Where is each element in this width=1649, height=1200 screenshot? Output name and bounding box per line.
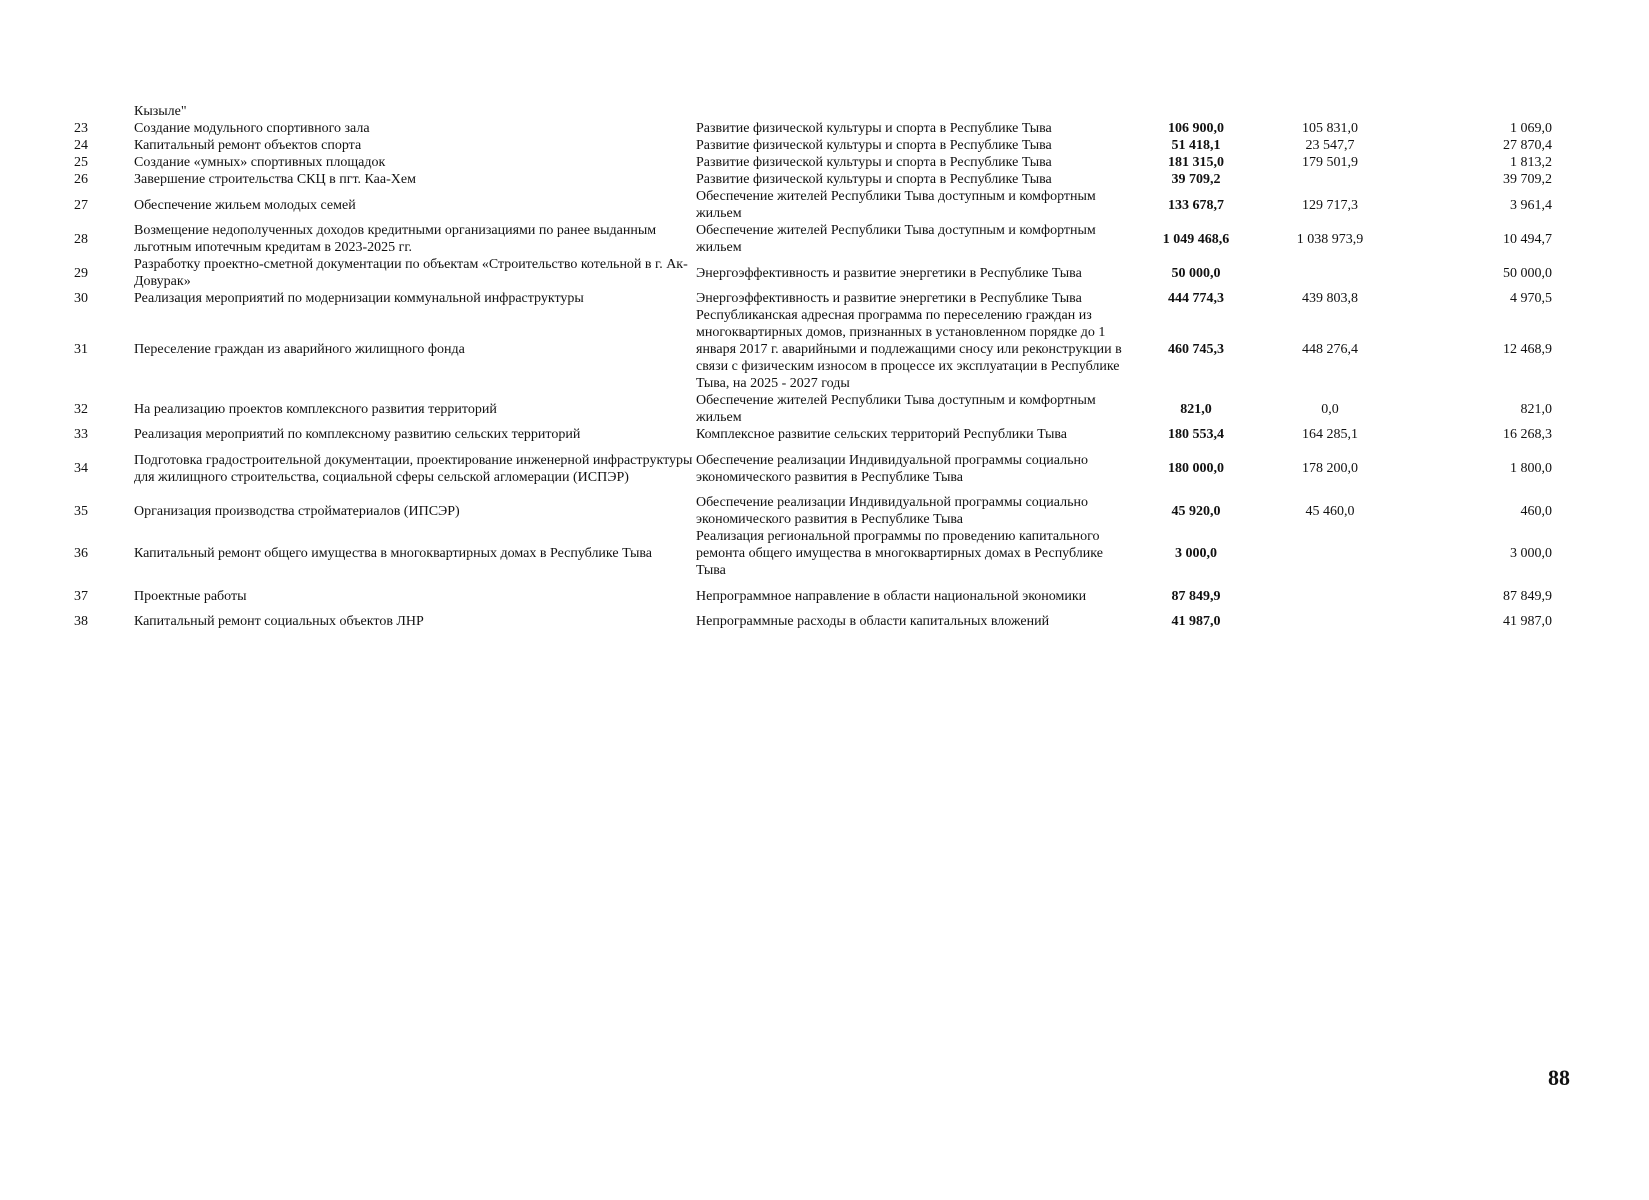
table-row xyxy=(74,188,1552,222)
program-name: Реализация региональной программы по проведению капитального ремонта общего имущества в многоквартирных домах в Республике Тыва xyxy=(696,529,1103,578)
measure-name: Капитальный ремонт социальных объектов ЛНР xyxy=(134,614,424,629)
budget-table xyxy=(74,120,1552,630)
carryover-text: Кызыле" xyxy=(134,104,187,119)
total-amount: 50 000,0 xyxy=(1171,265,1221,281)
program-name: Развитие физической культуры и спорта в Республике Тыва xyxy=(696,121,1052,136)
total-amount: 180 000,0 xyxy=(1168,461,1224,476)
total-amount: 87 849,9 xyxy=(1171,588,1221,604)
regional-amount: 87 849,9 xyxy=(1503,588,1552,604)
row-number: 28 xyxy=(74,231,88,247)
row-number: 23 xyxy=(74,121,88,136)
measure-name: Реализация мероприятий по комплексному развитию сельских территорий xyxy=(134,427,581,442)
measure-name: Подготовка градостроительной документации, проектирование инженерной инфраструктуры для жилищного строительства, социальной сферы сельской агломерации (ИСПЭР) xyxy=(134,452,693,485)
row-number: 27 xyxy=(74,197,88,213)
table-row xyxy=(74,528,1552,579)
table-row xyxy=(74,222,1552,256)
total-amount: 45 920,0 xyxy=(1171,503,1221,519)
total-amount: 444 774,3 xyxy=(1168,291,1224,306)
federal-amount: 164 285,1 xyxy=(1302,427,1358,442)
table-row xyxy=(74,579,1552,613)
measure-name: Создание модульного спортивного зала xyxy=(134,121,370,136)
table-row xyxy=(74,426,1552,443)
federal-amount: 439 803,8 xyxy=(1302,291,1358,306)
measure-name: Организация производства стройматериалов (ИПСЭР) xyxy=(134,503,460,519)
regional-amount: 27 870,4 xyxy=(1503,138,1552,153)
table-row xyxy=(74,290,1552,307)
row-number: 24 xyxy=(74,138,88,153)
federal-amount xyxy=(1256,613,1404,630)
federal-amount: 448 276,4 xyxy=(1302,342,1358,357)
program-name: Энергоэффективность и развитие энергетики в Республике Тыва xyxy=(696,291,1082,306)
row-number: 36 xyxy=(74,546,88,561)
measure-name: Реализация мероприятий по модернизации коммунальной инфраструктуры xyxy=(134,291,584,306)
program-name: Обеспечение жителей Республики Тыва доступным и комфортным жильем xyxy=(696,393,1096,425)
budget-table-body xyxy=(74,120,1552,630)
table-row xyxy=(74,137,1552,154)
federal-amount: 1 038 973,9 xyxy=(1296,231,1364,247)
measure-name: Создание «умных» спортивных площадок xyxy=(134,155,386,170)
measure-name: Капитальный ремонт общего имущества в многоквартирных домах в Республике Тыва xyxy=(134,546,652,561)
table-row xyxy=(74,307,1552,392)
program-name: Обеспечение реализации Индивидуальной программы социально экономического развития в Республике Тыва xyxy=(696,495,1088,527)
program-name: Обеспечение реализации Индивидуальной программы социально экономического развития в Республике Тыва xyxy=(696,452,1088,485)
page-number: 88 xyxy=(1548,1065,1570,1090)
measure-name: Разработку проектно-сметной документации по объектам «Строительство котельной в г. Ак-Довурак» xyxy=(134,257,688,289)
total-amount: 821,0 xyxy=(1180,401,1212,417)
total-amount: 41 987,0 xyxy=(1171,614,1221,629)
federal-amount: 45 460,0 xyxy=(1305,503,1355,519)
measure-name: Проектные работы xyxy=(134,588,247,604)
regional-amount: 39 709,2 xyxy=(1503,172,1552,187)
total-amount: 180 553,4 xyxy=(1168,427,1224,442)
total-amount: 39 709,2 xyxy=(1171,172,1221,187)
row-number: 30 xyxy=(74,291,88,306)
row-number: 32 xyxy=(74,401,88,417)
total-amount: 133 678,7 xyxy=(1168,197,1224,213)
total-amount: 460 745,3 xyxy=(1168,342,1224,357)
total-amount: 106 900,0 xyxy=(1168,121,1224,136)
measure-name: Возмещение недополученных доходов кредитными организациями по ранее выданным льготным ипотечным кредитам в 2023-2025 гг. xyxy=(134,223,657,255)
row-number: 25 xyxy=(74,155,88,170)
program-name: Энергоэффективность и развитие энергетики в Республике Тыва xyxy=(696,265,1082,281)
regional-amount: 3 961,4 xyxy=(1510,197,1552,213)
federal-amount: 129 717,3 xyxy=(1302,197,1358,213)
regional-amount: 1 800,0 xyxy=(1510,461,1552,476)
row-number: 31 xyxy=(74,342,88,357)
federal-amount xyxy=(1256,528,1404,579)
program-name: Обеспечение жителей Республики Тыва доступным и комфортным жильем xyxy=(696,223,1096,255)
federal-amount xyxy=(1256,171,1404,188)
row-number: 26 xyxy=(74,172,88,187)
regional-amount: 460,0 xyxy=(1520,503,1552,519)
federal-amount: 0,0 xyxy=(1321,401,1339,417)
regional-amount: 16 268,3 xyxy=(1503,427,1552,442)
table-row xyxy=(74,256,1552,290)
measure-name: Обеспечение жильем молодых семей xyxy=(134,197,356,213)
federal-amount: 105 831,0 xyxy=(1302,121,1358,136)
program-name: Республиканская адресная программа по переселению граждан из многоквартирных домов, признанных в установленном порядке до 1 января 2017 г. аварийными и подлежащими сносу или реконструкции в связи с физическим износом в процессе их эксплуатации в Республике Тыва, на 2025 - 2027 годы xyxy=(696,308,1122,391)
total-amount: 51 418,1 xyxy=(1171,138,1221,153)
program-name: Развитие физической культуры и спорта в Республике Тыва xyxy=(696,172,1052,187)
measure-name: Завершение строительства СКЦ в пгт. Каа-Хем xyxy=(134,172,416,187)
regional-amount: 3 000,0 xyxy=(1510,546,1552,561)
table-row xyxy=(74,494,1552,528)
table-row xyxy=(74,171,1552,188)
measure-name: Капитальный ремонт объектов спорта xyxy=(134,138,362,153)
program-name: Развитие физической культуры и спорта в Республике Тыва xyxy=(696,138,1052,153)
regional-amount: 1 069,0 xyxy=(1510,121,1552,136)
table-row xyxy=(74,392,1552,426)
program-name: Комплексное развитие сельских территорий Республики Тыва xyxy=(696,427,1067,442)
program-name: Непрограммные расходы в области капитальных вложений xyxy=(696,614,1050,629)
regional-amount: 1 813,2 xyxy=(1510,155,1552,170)
federal-amount: 23 547,7 xyxy=(1305,138,1355,153)
total-amount: 3 000,0 xyxy=(1175,546,1217,561)
regional-amount: 10 494,7 xyxy=(1503,231,1552,247)
federal-amount: 178 200,0 xyxy=(1302,461,1358,476)
total-amount: 181 315,0 xyxy=(1168,155,1224,170)
program-name: Обеспечение жителей Республики Тыва доступным и комфортным жильем xyxy=(696,189,1096,221)
regional-amount: 821,0 xyxy=(1520,401,1552,417)
measure-name: Переселение граждан из аварийного жилищного фонда xyxy=(134,342,465,357)
table-row xyxy=(74,154,1552,171)
total-amount: 1 049 468,6 xyxy=(1162,231,1230,247)
federal-amount xyxy=(1256,579,1404,613)
table-row xyxy=(74,613,1552,630)
federal-amount xyxy=(1256,256,1404,290)
regional-amount: 50 000,0 xyxy=(1503,265,1552,281)
federal-amount: 179 501,9 xyxy=(1302,155,1358,170)
program-name: Непрограммное направление в области национальной экономики xyxy=(696,588,1087,604)
regional-amount: 12 468,9 xyxy=(1503,342,1552,357)
table-row xyxy=(74,443,1552,494)
program-name: Развитие физической культуры и спорта в Республике Тыва xyxy=(696,155,1052,170)
row-number: 38 xyxy=(74,614,88,629)
row-number: 29 xyxy=(74,265,88,281)
row-number: 37 xyxy=(74,588,88,604)
regional-amount: 41 987,0 xyxy=(1503,614,1552,629)
row-number: 34 xyxy=(74,461,88,476)
table-row xyxy=(74,120,1552,137)
measure-name: На реализацию проектов комплексного развития территорий xyxy=(134,401,497,417)
regional-amount: 4 970,5 xyxy=(1510,291,1552,306)
row-number: 33 xyxy=(74,427,88,442)
row-number: 35 xyxy=(74,503,88,519)
